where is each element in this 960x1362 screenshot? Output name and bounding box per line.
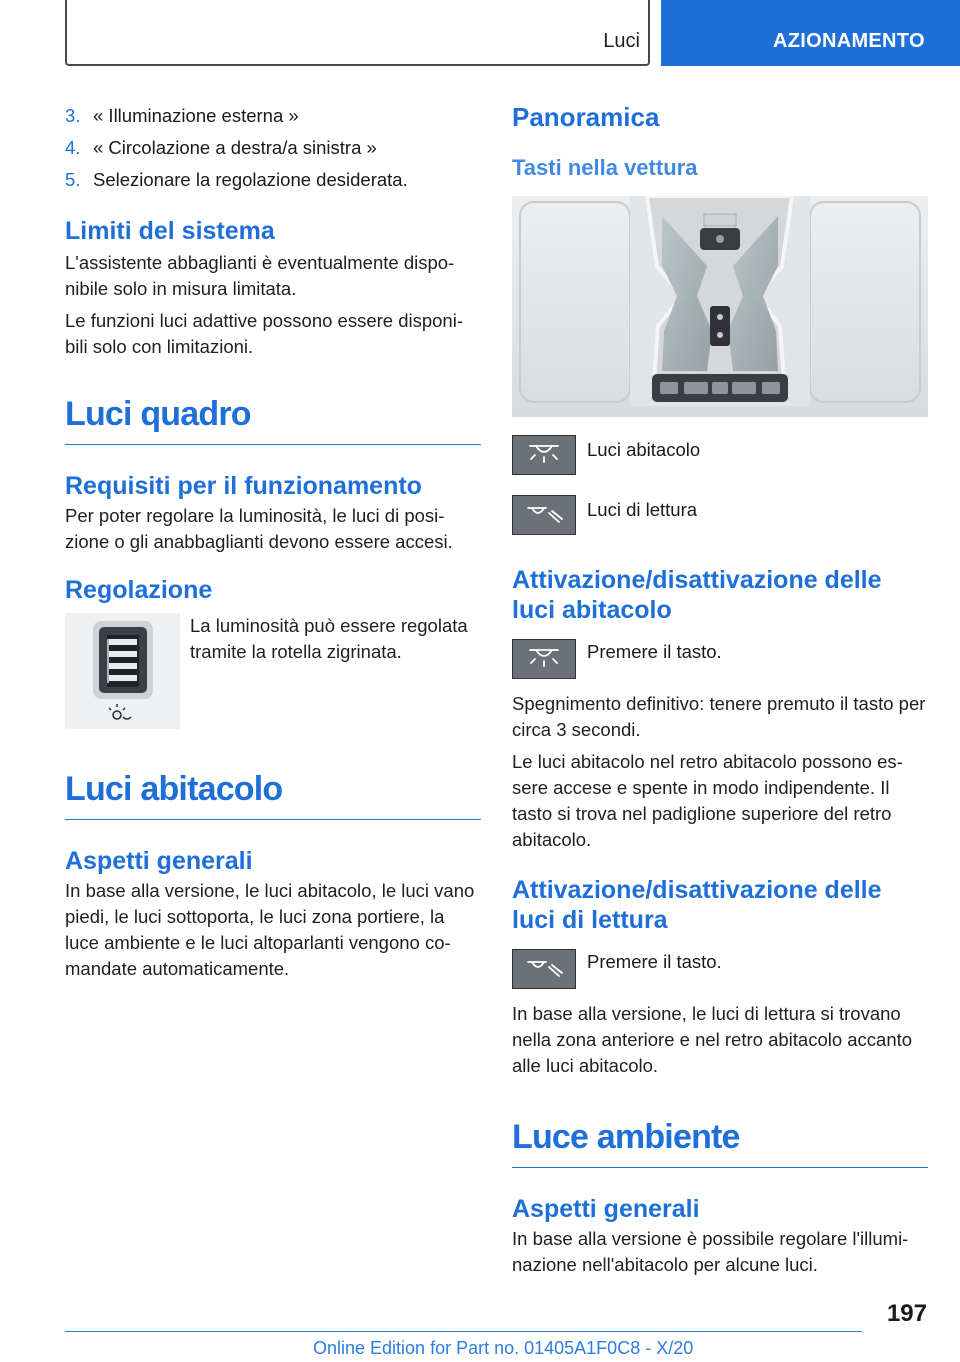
cabin-onoff-row	[512, 639, 928, 679]
limits-paragraph: L'assistente abbaglianti è eventualmente dispo-nibile solo in misura limitata.	[65, 252, 455, 299]
cabin-light-icon	[512, 639, 576, 679]
requirements-paragraph: Per poter regolare la luminosità, le luci di posi-zione o gli anabbaglianti devono essere accesi.	[65, 505, 453, 552]
reading-light-icon	[512, 495, 576, 535]
list-item: 3. « Illuminazione esterna »	[65, 105, 299, 126]
regulation-figure-row	[65, 613, 481, 729]
ambient-light-heading: Luce ambiente	[512, 1117, 928, 1168]
footer-edition-link[interactable]: Online Edition for Part no. 01405A1F0C8 - X/20	[313, 1338, 694, 1358]
header-section-title: Luci	[603, 30, 640, 52]
steps-list	[65, 100, 481, 196]
overview-heading: Panoramica	[512, 102, 660, 132]
list-item: 4. « Circolazione a destra/a sinistra »	[65, 137, 377, 158]
cabin-light-icon	[512, 435, 576, 475]
press-button-text: Premere il tasto.	[587, 641, 722, 662]
press-button-text: Premere il tasto.	[587, 951, 722, 972]
cabin-paragraph: Spegnimento definitivo: tenere premuto il tasto per circa 3 secondi.	[512, 693, 926, 740]
ambient-paragraph: In base alla versione è possibile regolare l'illumi-nazione nell'abitacolo per alcune luci.	[512, 1228, 909, 1275]
cabin-light-label: Luci abitacolo	[587, 439, 701, 460]
reading-onoff-row	[512, 949, 928, 989]
dashboard-lights-heading: Luci quadro	[65, 394, 481, 445]
cabin-paragraph: Le luci abitacolo nel retro abitacolo possono es-sere accese e spente in modo indipendente. Il tasto si trova nel padiglione superiore del retro abitacolo.	[512, 751, 903, 850]
reading-light-icon	[512, 949, 576, 989]
regulation-heading: Regolazione	[65, 576, 213, 604]
cabin-onoff-heading: Attivazione/disattivazione delle luci abitacolo	[512, 566, 882, 624]
page-number: 197	[886, 1300, 927, 1327]
roof-console-image	[512, 196, 928, 417]
cabin-lights-heading: Luci abitacolo	[65, 769, 481, 820]
left-column	[65, 100, 481, 982]
footer-divider	[65, 1331, 862, 1332]
dimmer-wheel-image	[65, 613, 180, 729]
header-chapter-tab[interactable]: AZIONAMENTO	[661, 0, 960, 66]
limits-paragraph: Le funzioni luci adattive possono essere disponi-bili solo con limitazioni.	[65, 310, 463, 357]
regulation-paragraph: La luminosità può essere regolata tramite la rotella zigrinata.	[190, 615, 468, 662]
general-paragraph: In base alla versione, le luci abitacolo, le luci vano piedi, le luci sottoporta, le luci zona portiere, la luce ambiente e le luci altoparlanti vengono co-mandate automaticamente.	[65, 880, 475, 979]
requirements-heading: Requisiti per il funzionamento	[65, 472, 422, 500]
ambient-general-heading: Aspetti generali	[512, 1195, 700, 1223]
right-column	[512, 100, 928, 1278]
reading-onoff-heading: Attivazione/disattivazione delle luci di lettura	[512, 876, 882, 934]
list-item: 5. Selezionare la regolazione desiderata.	[65, 169, 408, 190]
limits-heading: Limiti del sistema	[65, 217, 275, 245]
general-heading: Aspetti generali	[65, 847, 253, 875]
reading-paragraph: In base alla versione, le luci di lettura si trovano nella zona anteriore e nel retro abitacolo accanto alle luci abitacolo.	[512, 1003, 913, 1076]
reading-light-label: Luci di lettura	[587, 499, 698, 520]
buttons-heading: Tasti nella vettura	[512, 155, 698, 180]
reading-light-legend-row	[512, 495, 928, 535]
cabin-light-legend-row	[512, 435, 928, 475]
